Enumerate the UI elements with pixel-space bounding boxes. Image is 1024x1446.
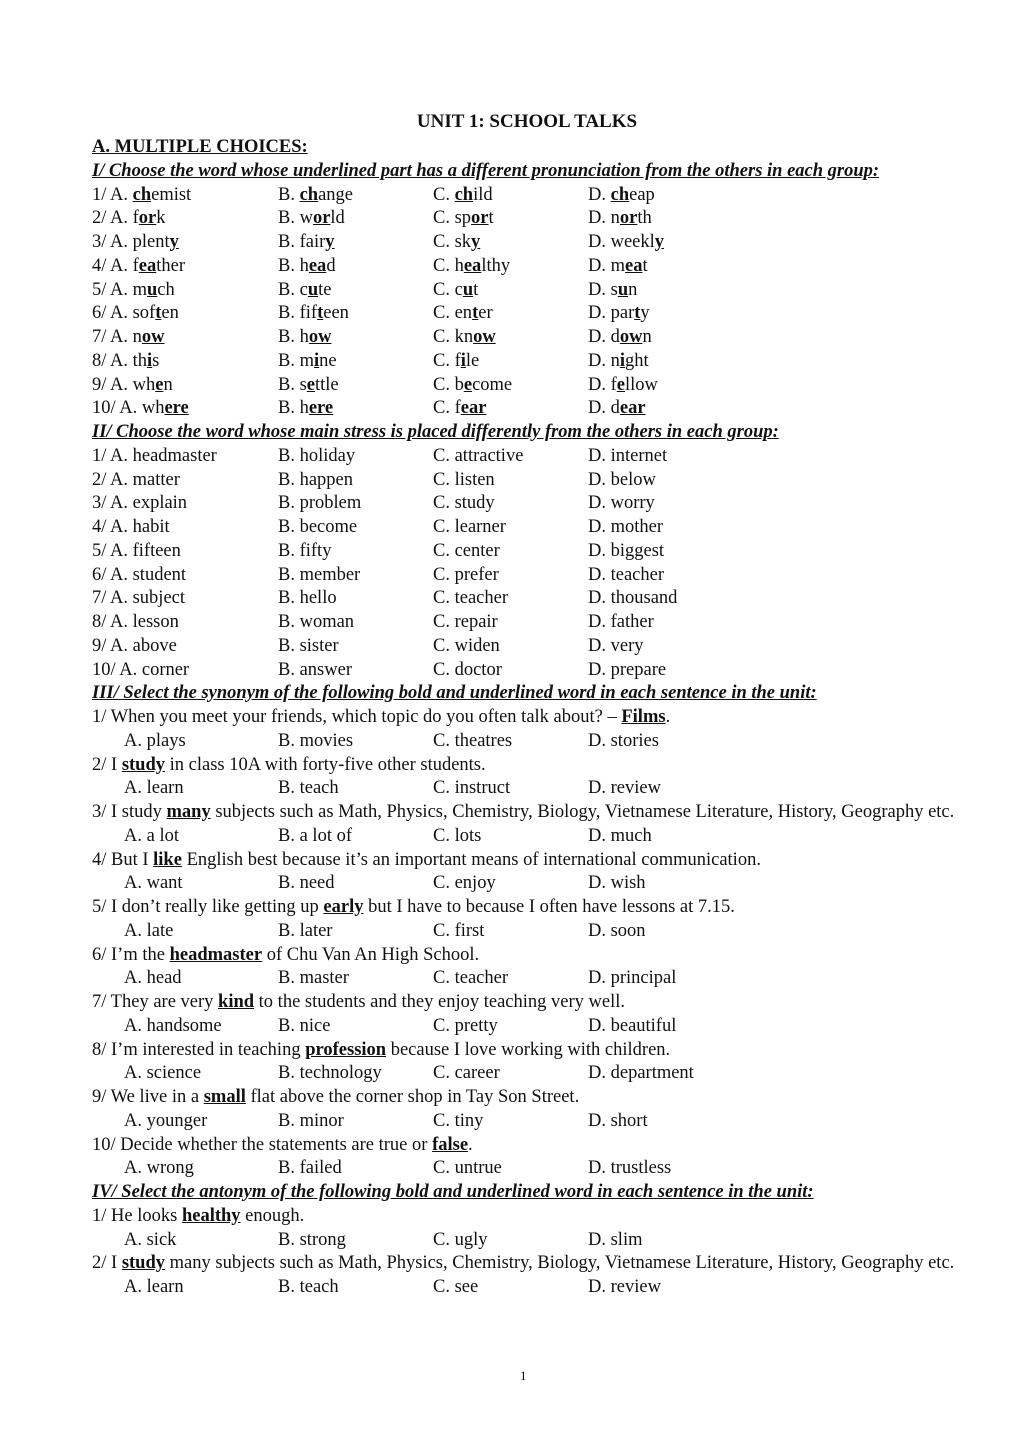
question-row (92, 279, 962, 303)
question-sentence: 1/ When you meet your friends, which topic do you often talk about? – Films. (92, 707, 671, 727)
answer-option: A. handsome (124, 1015, 222, 1036)
options-row (92, 825, 962, 849)
answer-option: B. answer (278, 659, 352, 680)
question-sentence: 10/ Decide whether the statements are true or false. (92, 1134, 473, 1155)
question-row (92, 611, 962, 635)
answer-option: C. first (433, 920, 485, 941)
answer-option: B. become (278, 517, 358, 537)
answer-option: 2/ A. fork (92, 208, 166, 229)
answer-option: C. doctor (433, 659, 502, 680)
answer-option: D. much (588, 825, 652, 846)
answer-option: B. later (278, 920, 333, 941)
underlined-part: or (471, 208, 489, 229)
underlined-part: u (147, 279, 158, 300)
answer-option: C. cut (433, 279, 479, 300)
answer-option: C. sport (433, 208, 494, 229)
answer-option: B. teach (278, 778, 339, 799)
answer-option: 5/ A. fifteen (92, 540, 181, 561)
question-row (92, 374, 962, 398)
answer-option: B. here (278, 398, 334, 419)
question-row (92, 635, 962, 659)
answer-option: D. night (588, 350, 649, 371)
answer-option: C. enter (433, 303, 493, 324)
target-word: study (121, 1253, 166, 1274)
answer-option: C. theatres (433, 730, 513, 751)
page-title: UNIT 1: SCHOOL TALKS (416, 111, 638, 132)
answer-option: A. late (124, 920, 174, 941)
answer-option: A. wrong (124, 1158, 194, 1179)
answer-option: C. become (433, 374, 513, 395)
underlined-part: or (619, 208, 638, 229)
underlined-part: ow (308, 327, 332, 347)
part4-instruction: IV/ Select the antonym of the following bold and underlined word in each sentence in the unit: (92, 1182, 814, 1202)
options-row (92, 920, 962, 944)
answer-option: B. strong (278, 1229, 346, 1250)
answer-option: D. review (588, 1277, 661, 1297)
answer-option: C. instruct (433, 778, 511, 799)
answer-option: C. prefer (433, 564, 499, 585)
question-row (92, 469, 962, 493)
underlined-part: ea (625, 255, 643, 276)
answer-option: 1/ A. headmaster (92, 445, 217, 466)
answer-option: B. head (278, 255, 336, 276)
options-row (92, 1110, 962, 1134)
answer-option: B. mine (278, 350, 337, 371)
question-row (92, 231, 962, 255)
underlined-part: i (460, 350, 466, 371)
question-sentence: 8/ I’m interested in teaching profession because I love working with children. (92, 1039, 671, 1060)
target-word: small (203, 1087, 246, 1107)
answer-option: D. slim (588, 1229, 643, 1250)
answer-option: B. how (278, 327, 332, 347)
answer-option: B. teach (278, 1277, 339, 1297)
question-sentence: 6/ I’m the headmaster of Chu Van An High School. (92, 944, 480, 965)
answer-option: B. technology (278, 1063, 382, 1084)
answer-option: D. principal (588, 968, 677, 989)
answer-option: B. hello (278, 588, 337, 609)
answer-option: C. child (433, 184, 493, 205)
answer-option: A. science (124, 1063, 202, 1084)
target-word: kind (218, 992, 255, 1012)
answer-option: C. widen (433, 635, 500, 656)
answer-option: B. happen (278, 469, 354, 490)
answer-option: D. fellow (588, 374, 658, 395)
answer-option: C. untrue (433, 1158, 502, 1179)
target-word: study (121, 754, 166, 775)
answer-option: B. master (278, 968, 349, 989)
answer-option: B. movies (278, 730, 354, 751)
underlined-part: t (317, 303, 324, 324)
answer-option: A. plays (124, 730, 186, 751)
section-a-heading: A. MULTIPLE CHOICES: (92, 137, 308, 157)
answer-option: B. change (278, 184, 354, 205)
question-sentence: 2/ I study in class 10A with forty-five other students. (92, 754, 486, 775)
underlined-part: e (155, 374, 164, 395)
worksheet-page (92, 108, 962, 1300)
question-sentence: 4/ But I like English best because it’s an important means of international communication. (92, 849, 761, 870)
part1-instruction: I/ Choose the word whose underlined part has a different pronunciation from the others in each group: (92, 160, 880, 181)
options-row (92, 1062, 962, 1086)
answer-option: 4/ A. habit (92, 517, 170, 537)
underlined-part: ch (132, 184, 152, 205)
question-row (92, 516, 962, 540)
answer-option: C. teacher (433, 588, 508, 609)
underlined-part: u (307, 279, 319, 300)
underlined-part: y (654, 232, 665, 252)
answer-option: 8/ A. lesson (92, 612, 179, 632)
underlined-part: t (472, 303, 479, 324)
answer-option: C. tiny (433, 1110, 484, 1131)
underlined-part: ear (460, 398, 487, 419)
question-row (92, 587, 962, 611)
answer-option: C. ugly (433, 1229, 488, 1250)
question-row (92, 564, 962, 588)
underlined-part: i (147, 350, 153, 371)
target-word: like (153, 849, 182, 870)
options-row (92, 777, 962, 801)
underlined-part: ch (610, 184, 630, 205)
answer-option: D. internet (588, 445, 668, 466)
question-row (92, 207, 962, 231)
answer-option: B. settle (278, 374, 339, 395)
question-sentence: 5/ I don’t really like getting up early but I have to because I often have lessons at 7.15. (92, 897, 735, 917)
question-row (92, 397, 962, 421)
underlined-part: ea (463, 255, 482, 276)
answer-option: C. learner (433, 517, 506, 537)
underlined-part: ea (138, 255, 157, 276)
answer-option: A. sick (124, 1229, 177, 1250)
answer-option: C. career (433, 1063, 500, 1084)
underlined-part: ch (299, 184, 319, 205)
answer-option: D. meat (588, 255, 648, 276)
answer-option: B. need (278, 873, 335, 894)
answer-option: D. very (588, 635, 644, 656)
question-sentence: 9/ We live in a small flat above the corner shop in Tay Son Street. (92, 1087, 580, 1107)
answer-option: D. worry (588, 493, 655, 514)
answer-option: 2/ A. matter (92, 469, 180, 490)
answer-option: D. party (588, 303, 650, 324)
options-row (92, 730, 962, 754)
answer-option: C. see (433, 1277, 479, 1297)
underlined-part: e (306, 374, 316, 395)
answer-option: D. below (588, 469, 656, 490)
answer-option: C. repair (433, 612, 498, 632)
underlined-part: ow (619, 327, 643, 347)
underlined-part: ow (473, 327, 496, 347)
underlined-part: ea (308, 255, 327, 276)
underlined-part: t (155, 303, 162, 324)
answer-option: D. trustless (588, 1158, 672, 1179)
answer-option: D. thousand (588, 588, 678, 609)
part3-instruction: III/ Select the synonym of the following bold and underlined word in each sentence in the unit: (92, 683, 817, 704)
answer-option: 3/ A. explain (92, 493, 188, 514)
answer-option: 6/ A. soften (92, 303, 179, 324)
target-word: early (323, 897, 364, 917)
answer-option: B. woman (278, 612, 355, 632)
answer-option: C. teacher (433, 968, 508, 989)
answer-option: B. minor (278, 1110, 344, 1131)
answer-option: C. listen (433, 469, 495, 490)
question-sentence: 2/ I study many subjects such as Math, Physics, Chemistry, Biology, Vietnamese Literature, History, Geography etc. (92, 1253, 955, 1274)
target-word: profession (305, 1039, 387, 1060)
part2-instruction: II/ Choose the word whose main stress is placed differently from the others in each group: (92, 422, 779, 442)
underlined-part: e (463, 374, 473, 395)
target-word: headmaster (169, 944, 263, 965)
question-row (92, 255, 962, 279)
answer-option: B. a lot of (278, 825, 352, 846)
answer-option: B. fifty (278, 540, 332, 561)
answer-option: 7/ A. now (92, 327, 165, 347)
answer-option: 8/ A. this (92, 350, 160, 371)
answer-option: D. prepare (588, 659, 667, 680)
answer-option: D. review (588, 778, 661, 799)
answer-option: D. teacher (588, 564, 665, 585)
answer-option: A. younger (124, 1110, 208, 1131)
answer-option: 9/ A. above (92, 635, 177, 656)
answer-option: C. lots (433, 825, 482, 846)
underlined-part: ere (308, 398, 334, 419)
target-word: Films (621, 707, 666, 727)
answer-option: D. sun (588, 279, 638, 300)
options-row (92, 872, 962, 896)
answer-option: B. nice (278, 1015, 331, 1036)
question-row (92, 326, 962, 350)
answer-option: D. biggest (588, 540, 665, 561)
answer-option: C. know (433, 327, 496, 347)
question-row (92, 184, 962, 208)
answer-option: B. problem (278, 493, 362, 514)
options-row (92, 967, 962, 991)
page-number: 1 (520, 1368, 527, 1383)
question-row (92, 540, 962, 564)
options-row (92, 1276, 962, 1300)
answer-option: B. holiday (278, 445, 356, 466)
answer-option: D. father (588, 612, 654, 632)
part3-list (92, 706, 962, 1181)
question-sentence: 1/ He looks healthy enough. (92, 1205, 305, 1226)
underlined-part: ow (141, 327, 165, 347)
answer-option: C. center (433, 540, 500, 561)
underlined-part: y (325, 232, 335, 252)
underlined-part: u (617, 279, 629, 300)
answer-option: D. short (588, 1110, 648, 1131)
underlined-part: or (312, 208, 331, 229)
underlined-part: y (471, 232, 481, 252)
question-row (92, 445, 962, 469)
underlined-part: u (462, 279, 474, 300)
question-row (92, 492, 962, 516)
answer-option: B. member (278, 564, 361, 585)
underlined-part: or (138, 208, 157, 229)
answer-option: D. soon (588, 920, 646, 941)
answer-option: 9/ A. when (92, 374, 173, 395)
answer-option: D. north (588, 208, 652, 229)
question-sentence: 7/ They are very kind to the students and they enjoy teaching very well. (92, 992, 625, 1012)
answer-option: A. want (124, 873, 183, 894)
answer-option: B. fifteen (278, 303, 349, 324)
answer-option: B. fairy (278, 232, 335, 252)
answer-option: C. attractive (433, 445, 524, 466)
answer-option: B. world (278, 208, 345, 229)
answer-option: A. a lot (124, 825, 179, 846)
part4-list (92, 1205, 962, 1300)
answer-option: C. study (433, 493, 495, 514)
answer-option: 7/ A. subject (92, 588, 186, 609)
answer-option: D. department (588, 1063, 694, 1084)
answer-option: B. cute (278, 279, 332, 300)
answer-option: D. down (588, 327, 652, 347)
underlined-part: y (169, 232, 179, 252)
underlined-part: ere (164, 398, 189, 419)
question-row (92, 350, 962, 374)
answer-option: B. failed (278, 1158, 342, 1179)
answer-option: C. fear (433, 398, 487, 419)
answer-option: 5/ A. much (92, 279, 175, 300)
question-row (92, 302, 962, 326)
answer-option: 10/ A. where (92, 398, 189, 419)
answer-option: D. wish (588, 873, 646, 894)
answer-option: D. cheap (588, 184, 655, 205)
target-word: many (166, 802, 211, 822)
target-word: healthy (181, 1205, 241, 1226)
target-word: false (432, 1134, 469, 1155)
answer-option: C. healthy (433, 255, 511, 276)
answer-option: D. weekly (588, 232, 665, 252)
answer-option: 3/ A. plenty (92, 232, 179, 252)
part1-list (92, 184, 962, 422)
answer-option: D. beautiful (588, 1015, 677, 1036)
answer-option: 4/ A. feather (92, 255, 185, 276)
answer-option: D. dear (588, 398, 646, 419)
part2-list (92, 445, 962, 683)
answer-option: C. pretty (433, 1015, 498, 1036)
underlined-part: e (616, 374, 625, 395)
underlined-part: i (313, 350, 320, 371)
answer-option: C. sky (433, 232, 481, 252)
underlined-part: ear (619, 398, 646, 419)
question-sentence: 3/ I study many subjects such as Math, Physics, Chemistry, Biology, Vietnamese Literature, History, Geography etc. (92, 802, 955, 822)
options-row (92, 1015, 962, 1039)
question-row (92, 659, 962, 683)
answer-option: A. learn (124, 778, 184, 799)
answer-option: A. learn (124, 1277, 184, 1297)
answer-option: 6/ A. student (92, 564, 187, 585)
answer-option: D. stories (588, 730, 659, 751)
underlined-part: t (634, 303, 641, 324)
underlined-part: i (619, 350, 626, 371)
answer-option: C. file (433, 350, 480, 371)
answer-option: 10/ A. corner (92, 659, 190, 680)
answer-option: A. head (124, 968, 182, 989)
answer-option: 1/ A. chemist (92, 184, 192, 205)
answer-option: D. mother (588, 517, 664, 537)
options-row (92, 1157, 962, 1181)
answer-option: C. enjoy (433, 873, 496, 894)
options-row (92, 1229, 962, 1253)
answer-option: B. sister (278, 635, 339, 656)
underlined-part: ch (454, 184, 474, 205)
